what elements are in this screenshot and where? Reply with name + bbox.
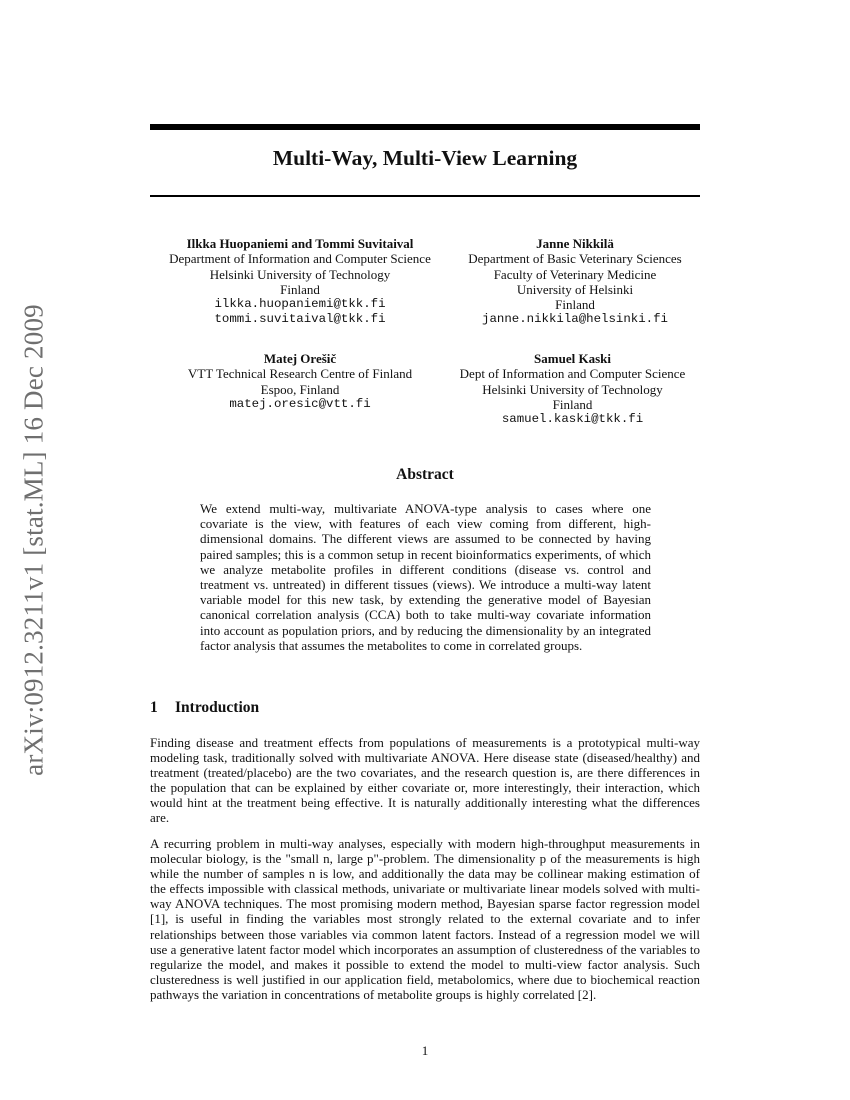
author-affiliation-line: Dept of Information and Computer Science xyxy=(459,366,686,382)
author-name: Janne Nikkilä xyxy=(536,236,614,251)
abstract-text: We extend multi-way, multivariate ANOVA-type analysis to cases where one covariate is the view, with features of each view coming from different, high-dimensional domains. The different views are assumed to be connected by having paired samples; this is a common setup in recent bioinformatics experiments, of which we analyze metabolite profiles in different conditions (disease vs. control and treatment vs. untreated) in different tissues (views). We introduce a multi-way latent variable model for this new task, by extending the generative model of Bayesian canonical correlation analysis (CCA) both to take multi-way covariate information into account as population priors, and by reducing the dimensionality by an integrated factor analysis that assumes the metabolites to come in correlated groups. xyxy=(200,501,651,653)
author-block-3 xyxy=(150,351,450,412)
author-affiliation-line: Faculty of Veterinary Medicine xyxy=(493,266,657,282)
page-number: 1 xyxy=(421,1043,429,1058)
author-affiliation-line: Department of Information and Computer Science xyxy=(169,251,431,267)
author-email[interactable]: samuel.kaski@tkk.fi xyxy=(501,412,644,427)
author-affiliation-line: Helsinki University of Technology xyxy=(482,381,663,397)
section-title: Introduction xyxy=(175,699,260,716)
introduction-paragraph-1: Finding disease and treatment effects from populations of measurements is a prototypical multi-way modeling task, traditionally solved with multivariate ANOVA. Here disease state (diseased/healthy) and treatment (treated/placebo) are the two covariates, and the research question is, are there differences in the population that can be explained by either covariate or, more interestingly, their interaction, which would hint at the treatment being effective. It is naturally additionally interesting what the differences are. xyxy=(150,735,700,826)
author-affiliation-line: VTT Technical Research Centre of Finland xyxy=(187,366,413,382)
author-name: Ilkka Huopaniemi and Tommi Suvitaival xyxy=(186,236,414,251)
section-number: 1 xyxy=(150,699,158,716)
author-email[interactable]: janne.nikkila@helsinki.fi xyxy=(482,312,668,327)
author-affiliation-line: Department of Basic Veterinary Sciences xyxy=(468,251,682,267)
author-affiliation-line: University of Helsinki xyxy=(516,281,634,297)
section-heading-introduction xyxy=(150,699,259,717)
arxiv-identifier: arXiv:0912.3211v1 [stat.ML] 16 Dec 2009 xyxy=(18,304,49,776)
paper-title: Multi-Way, Multi-View Learning xyxy=(272,146,578,170)
title-bottom-rule xyxy=(150,195,700,197)
author-name: Matej Orešič xyxy=(263,351,337,366)
author-name: Samuel Kaski xyxy=(534,351,611,366)
author-affiliation-line: Helsinki University of Technology xyxy=(209,266,391,282)
author-block-1 xyxy=(150,236,450,328)
author-affiliation-line: Finland xyxy=(555,297,595,313)
author-block-2 xyxy=(445,236,705,328)
author-affiliation-line: Espoo, Finland xyxy=(260,381,340,397)
author-email[interactable]: tommi.suvitaival@tkk.fi xyxy=(214,312,386,327)
author-email[interactable]: matej.oresic@vtt.fi xyxy=(229,396,371,411)
author-email[interactable]: ilkka.huopaniemi@tkk.fi xyxy=(214,297,386,312)
abstract-heading: Abstract xyxy=(396,466,454,483)
author-affiliation-line: Finland xyxy=(280,281,320,297)
title-top-rule xyxy=(150,124,700,130)
introduction-paragraph-2: A recurring problem in multi-way analyses, especially with modern high-throughput measurements in molecular biology, is the "small n, large p"-problem. The dimensionality p of the measurements is high while the number of samples n is low, and additionally the data may be collinear making estimation of the effects impossible with classical methods, univariate or multivariate linear models solved with multi-way ANOVA techniques. The most promising modern method, Bayesian sparse factor regression model [1], is useful in finding the variables most strongly related to the external covariate and to infer relationships between those variables via common latent factors. Instead of a regression model we will use a generative latent factor model which incorporates an assumption of clusteredness of the variables to regularize the model, and makes it possible to extend the model to multi-view factor analysis. Such clusteredness is well justified in our application field, metabolomics, where due to biochemical reaction pathways the variation in concentrations of metabolite groups is highly correlated [2]. xyxy=(150,836,700,1002)
author-affiliation-line: Finland xyxy=(552,396,593,412)
author-block-4 xyxy=(425,351,720,427)
arxiv-sidebar-stamp xyxy=(14,290,54,790)
